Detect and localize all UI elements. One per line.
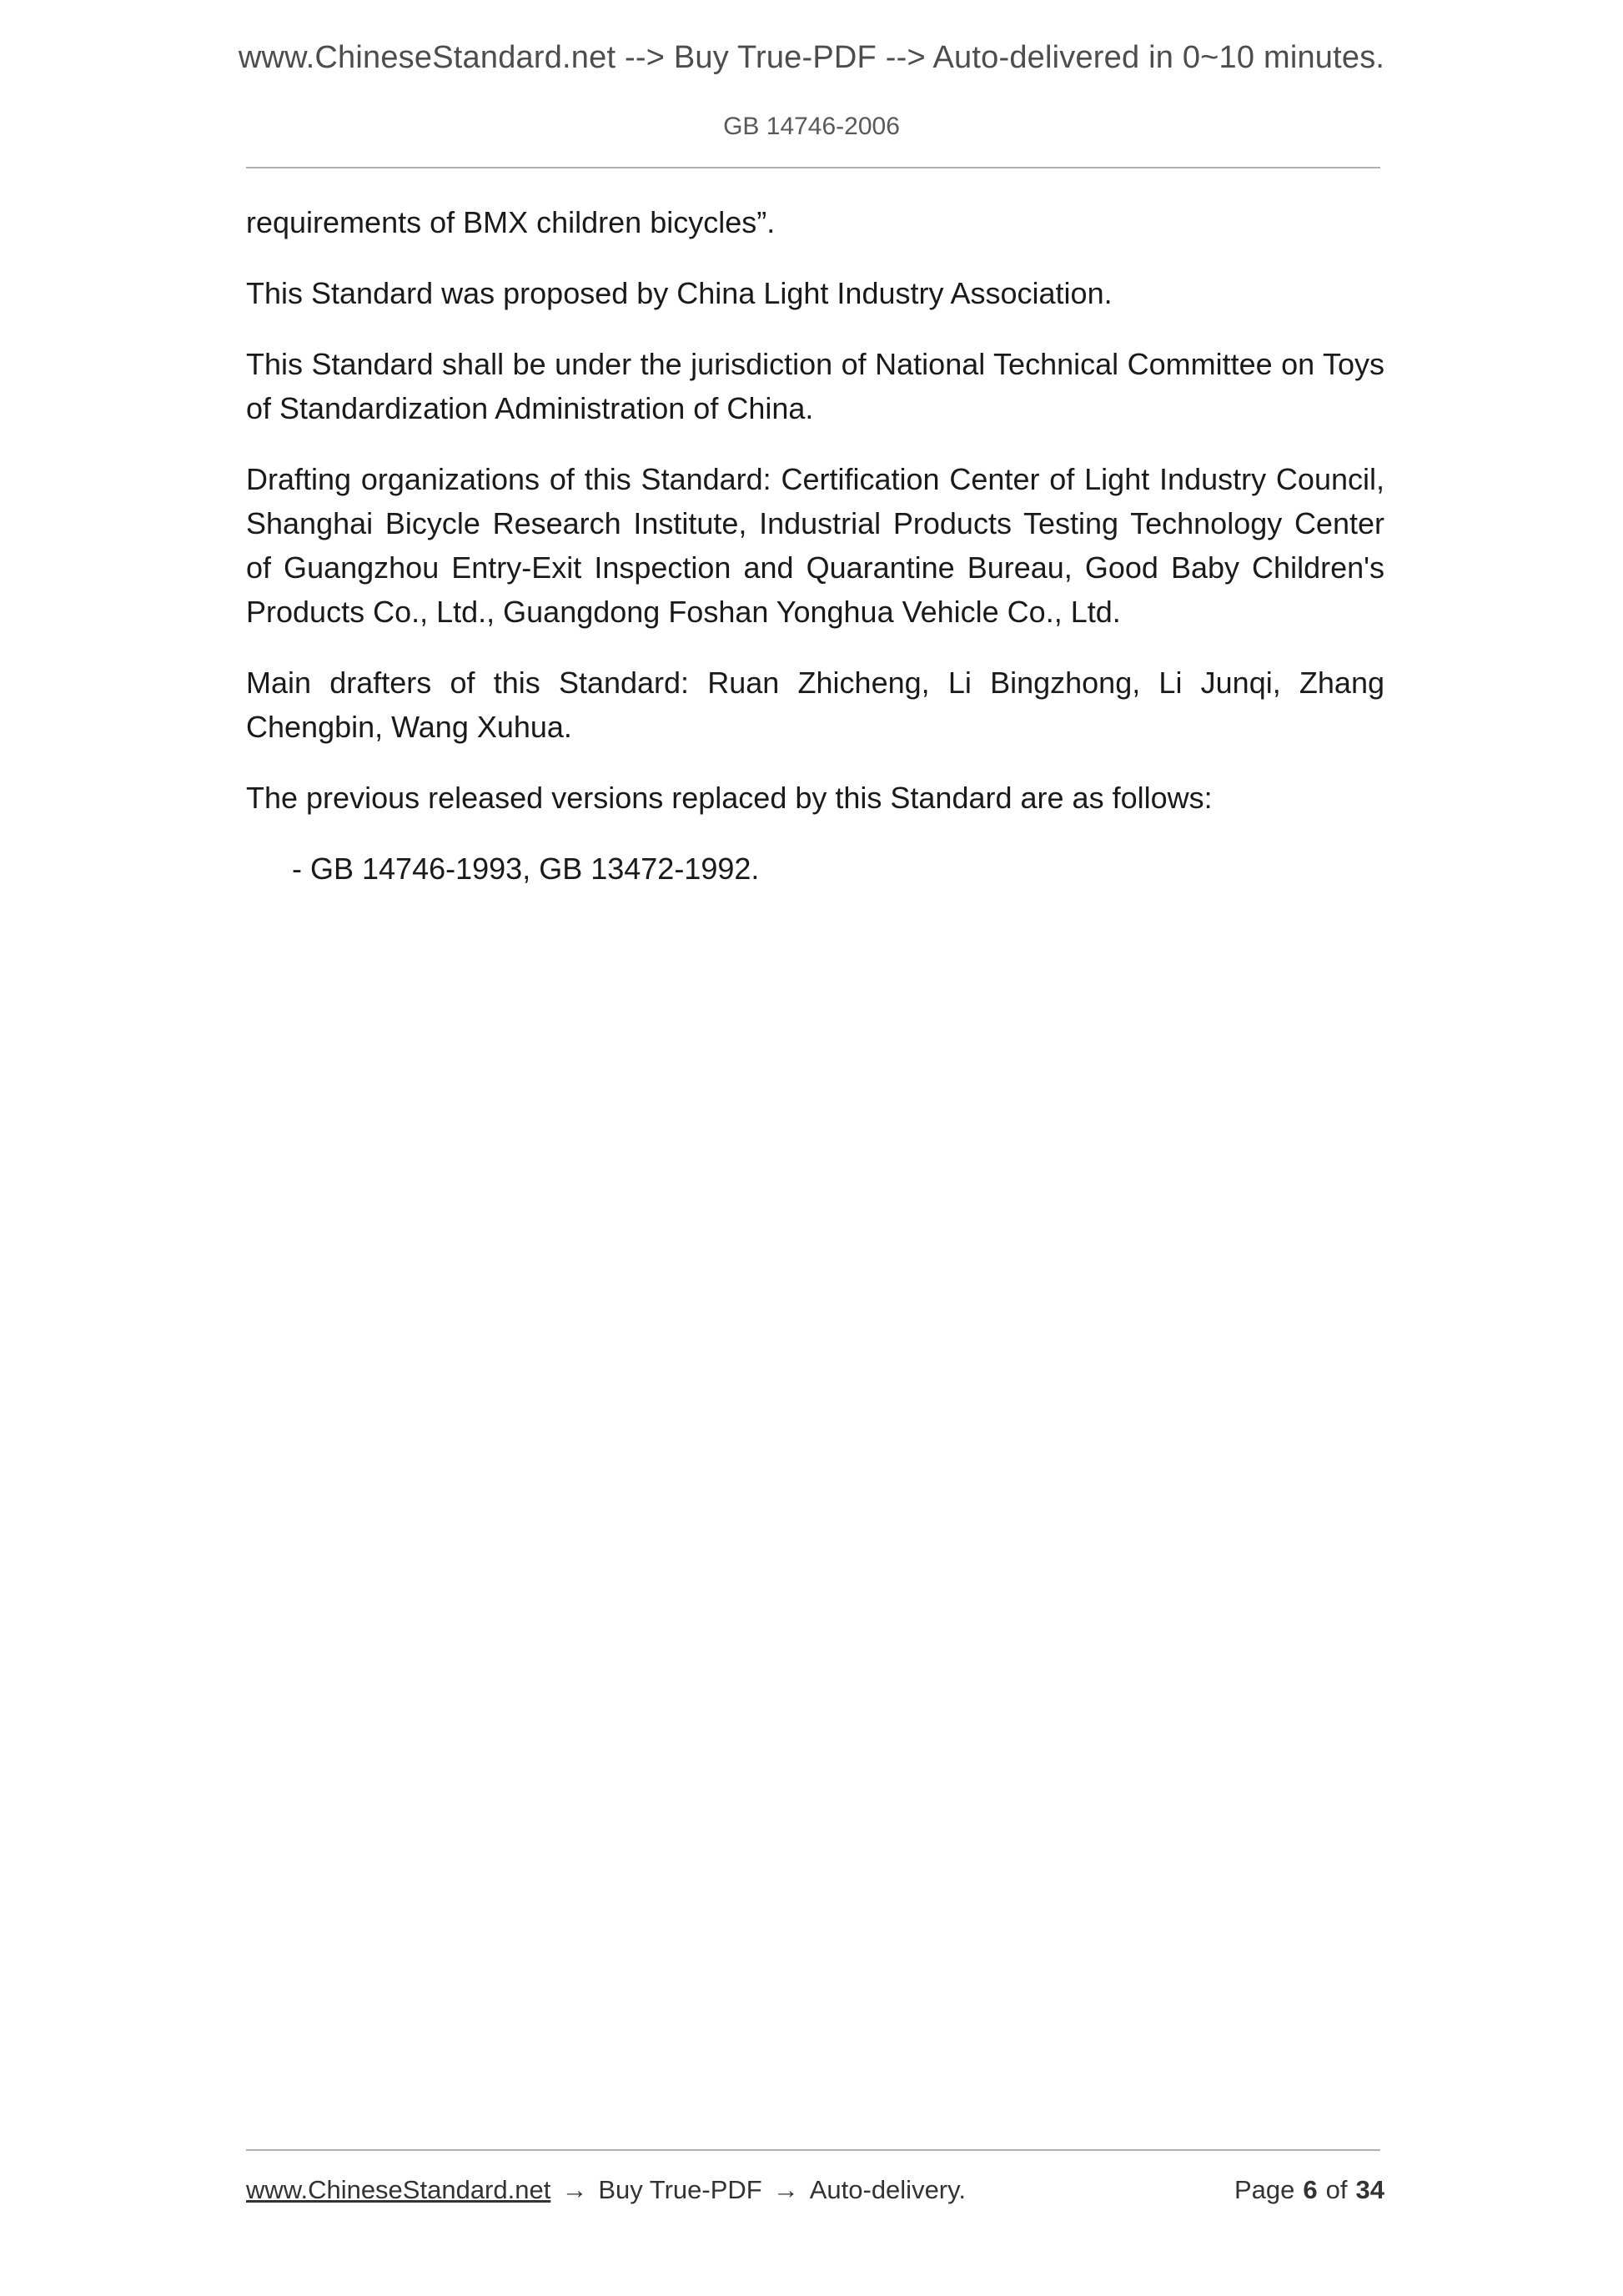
standard-code-header: GB 14746-2006: [723, 113, 900, 140]
page-of-label: of: [1325, 2175, 1348, 2204]
arrow-right-icon: →: [561, 2175, 588, 2204]
paragraph-1: requirements of BMX children bicycles”.: [246, 205, 776, 239]
promo-banner: www.ChineseStandard.net --> Buy True-PDF --> Auto-delivered in 0~10 minutes.: [238, 40, 1385, 75]
paragraph-3: This Standard shall be under the jurisdiction of National Technical Committee on Toys of Standardization Administration of China.: [246, 347, 1384, 425]
footer-delivery-label: Auto-delivery.: [809, 2175, 966, 2204]
document-body: [246, 200, 1384, 917]
paragraph-5: Main drafters of this Standard: Ruan Zhicheng, Li Bingzhong, Li Junqi, Zhang Chengbin, Wang Xuhua.: [246, 666, 1384, 744]
paragraph-4: Drafting organizations of this Standard: Certification Center of Light Industry Council, Shanghai Bicycle Research Institute, Industrial Products Testing Technology Center of Guangzhou Entry-Exit Inspection and Quarantine Bureau, Good Baby Children's Products Co., Ltd., Guangdong Foshan Yonghua Vehicle Co., Ltd.: [246, 462, 1384, 629]
page-label: Page: [1234, 2175, 1295, 2204]
page-indicator: [1234, 2175, 1384, 2205]
paragraph-2: This Standard was proposed by China Light Industry Association.: [246, 276, 1113, 310]
footer-site-link[interactable]: www.ChineseStandard.net: [246, 2175, 551, 2204]
footer-divider: [246, 2149, 1380, 2151]
page-number: 6: [1303, 2175, 1318, 2204]
footer-promo: [246, 2175, 966, 2205]
header-divider: [246, 167, 1380, 168]
paragraph-6: The previous released versions replaced by this Standard are as follows:: [246, 781, 1213, 815]
footer-buy-label: Buy True-PDF: [598, 2175, 762, 2204]
page-total: 34: [1355, 2175, 1384, 2204]
page-footer: [246, 2175, 1384, 2205]
arrow-right-icon-2: →: [772, 2175, 799, 2204]
list-item-previous-versions: - GB 14746-1993, GB 13472-1992.: [292, 852, 760, 886]
